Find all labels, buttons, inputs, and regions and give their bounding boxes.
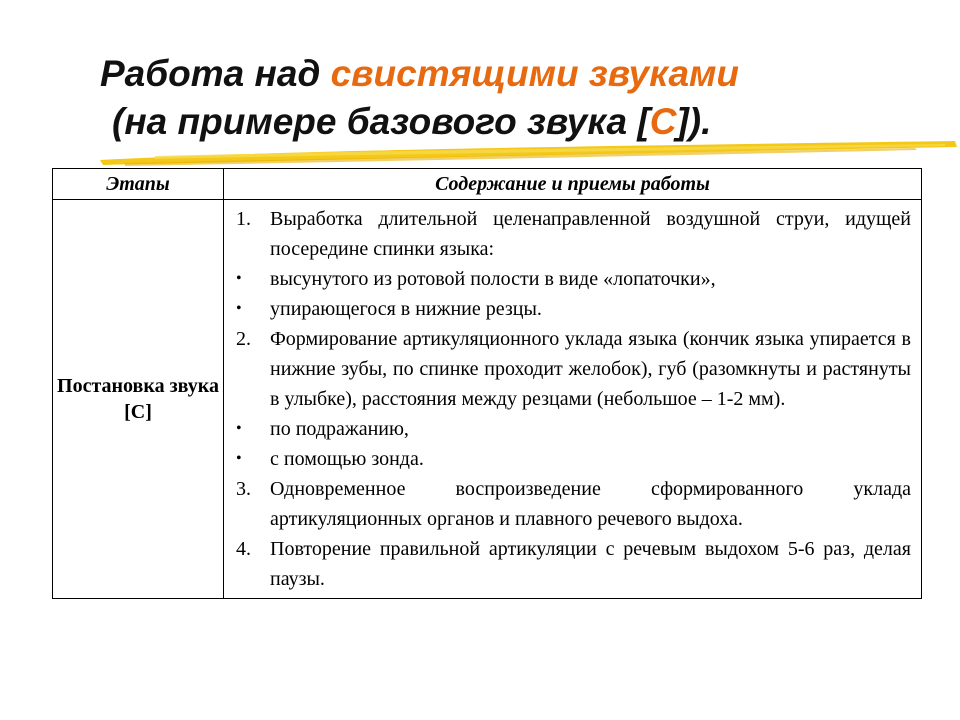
list-item-text: по подражанию,	[270, 418, 409, 440]
table-row	[53, 200, 922, 599]
bullet-marker: •	[236, 270, 242, 287]
title-sound: С	[649, 101, 677, 142]
list-item-text: Повторение правильной артикуляции с речевым выдохом 5-6 раз, делая паузы.	[270, 538, 911, 590]
list-marker: 2.	[236, 328, 251, 350]
list-item	[234, 264, 911, 294]
list-item	[234, 444, 911, 474]
bullet-marker: •	[236, 420, 242, 437]
list-marker: 3.	[236, 478, 251, 500]
list-item-text: упирающегося в нижние резцы.	[270, 298, 542, 320]
stages-table	[52, 168, 922, 599]
bullet-marker: •	[236, 300, 242, 317]
list-item	[234, 204, 911, 264]
header-stages: Этапы	[53, 169, 224, 200]
list-marker: 1.	[236, 208, 251, 230]
slide-title	[100, 50, 920, 146]
list-item	[234, 414, 911, 444]
bullet-marker: •	[236, 450, 242, 467]
header-content: Содержание и приемы работы	[224, 169, 922, 200]
content-cell	[224, 200, 922, 599]
list-item	[234, 534, 911, 594]
list-item	[234, 474, 911, 534]
title-highlight: свистящими звуками	[330, 53, 740, 94]
stage-cell: Постановка звука [С]	[53, 200, 224, 599]
brush-stroke-decoration	[95, 138, 960, 168]
list-item-text: с помощью зонда.	[270, 448, 424, 470]
list-item	[234, 294, 911, 324]
table-header-row	[53, 169, 922, 200]
list-item-text: Формирование артикуляционного уклада языка (кончик языка упирается в нижние зубы, по спинке проходит желобок), губ (разомкнуты и растянуты в улыбке), расстояния между резцами (небольшое – 1-2 мм).	[270, 328, 911, 410]
list-item	[234, 324, 911, 414]
list-item-text: Одновременное воспроизведение сформированного уклада артикуляционных органов и плавного речевого выдоха.	[270, 478, 911, 530]
title-prefix: Работа над	[100, 53, 331, 94]
title-line2-end: ]).	[676, 101, 712, 142]
list-item-text: Выработка длительной целенаправленной воздушной струи, идущей посередине спинки языка:	[270, 208, 911, 260]
list-marker: 4.	[236, 538, 251, 560]
title-line2-start: (на примере базового звука [	[112, 101, 650, 142]
list-item-text: высунутого из ротовой полости в виде «лопаточки»,	[270, 268, 716, 290]
